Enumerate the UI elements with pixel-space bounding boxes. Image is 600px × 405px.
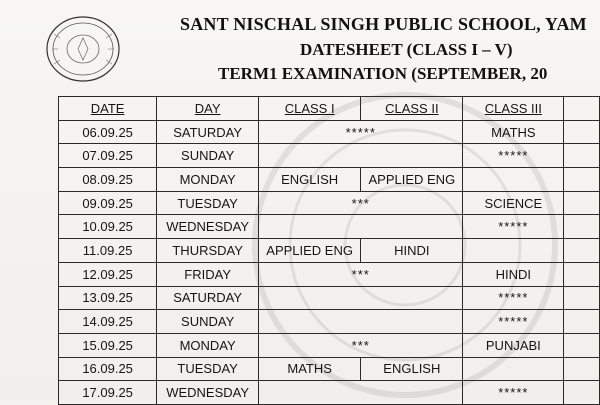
datesheet-table xyxy=(58,96,600,405)
class4-cell xyxy=(564,333,600,357)
exam-heading: TERM1 EXAMINATION (SEPTEMBER, 20 xyxy=(218,64,548,83)
class2-cell: ENGLISH xyxy=(361,357,463,381)
day-cell: FRIDAY xyxy=(157,262,259,286)
class3-cell: HINDI xyxy=(463,262,564,286)
date-cell: 09.09.25 xyxy=(59,191,157,215)
date-cell: 10.09.25 xyxy=(59,215,157,239)
class4-cell xyxy=(564,144,600,168)
table-row xyxy=(59,381,600,405)
class1-2-cell xyxy=(259,286,463,310)
date-cell: 11.09.25 xyxy=(59,239,157,263)
date-cell: 14.09.25 xyxy=(59,310,157,334)
class1-2-cell xyxy=(259,310,463,334)
date-cell: 08.09.25 xyxy=(59,168,157,192)
column-header-class-2: CLASS II xyxy=(361,97,463,121)
class1-2-cell: *** xyxy=(259,191,463,215)
table-row xyxy=(59,191,600,215)
day-cell: MONDAY xyxy=(157,168,259,192)
column-header-class-1: CLASS I xyxy=(259,97,361,121)
date-cell: 17.09.25 xyxy=(59,381,157,405)
class3-cell: ***** xyxy=(463,215,564,239)
class3-cell: ***** xyxy=(463,381,564,405)
day-cell: WEDNESDAY xyxy=(157,215,259,239)
class3-cell xyxy=(463,239,564,263)
date-cell: 12.09.25 xyxy=(59,262,157,286)
table-header-row xyxy=(59,97,600,121)
class1-2-cell xyxy=(259,215,463,239)
school-name-heading: SANT NISCHAL SINGH PUBLIC SCHOOL, YAM xyxy=(180,14,587,34)
class1-2-cell: *** xyxy=(259,333,463,357)
day-cell: TUESDAY xyxy=(157,191,259,215)
class4-cell xyxy=(564,191,600,215)
class3-cell xyxy=(463,357,564,381)
class1-2-cell: *** xyxy=(259,262,463,286)
table-row xyxy=(59,120,600,144)
class4-cell xyxy=(564,381,600,405)
column-header-class-4 xyxy=(564,97,600,121)
column-header-day: DAY xyxy=(157,97,259,121)
day-cell: TUESDAY xyxy=(157,357,259,381)
table-row xyxy=(59,357,600,381)
class4-cell xyxy=(564,357,600,381)
class3-cell: ***** xyxy=(463,310,564,334)
class2-cell: HINDI xyxy=(361,239,463,263)
day-cell: SATURDAY xyxy=(157,286,259,310)
class1-cell: APPLIED ENG xyxy=(259,239,361,263)
class1-2-cell: ***** xyxy=(259,120,463,144)
school-emblem-logo xyxy=(44,14,122,84)
table-row xyxy=(59,144,600,168)
table-row xyxy=(59,310,600,334)
day-cell: WEDNESDAY xyxy=(157,381,259,405)
table-row xyxy=(59,239,600,263)
table-row xyxy=(59,333,600,357)
day-cell: MONDAY xyxy=(157,333,259,357)
table-row xyxy=(59,262,600,286)
class3-cell xyxy=(463,168,564,192)
class3-cell: ***** xyxy=(463,286,564,310)
day-cell: SUNDAY xyxy=(157,310,259,334)
class4-cell xyxy=(564,239,600,263)
class4-cell xyxy=(564,168,600,192)
datesheet-heading: DATESHEET (CLASS I – V) xyxy=(300,40,513,59)
day-cell: THURSDAY xyxy=(157,239,259,263)
day-cell: SUNDAY xyxy=(157,144,259,168)
class1-cell: MATHS xyxy=(259,357,361,381)
class4-cell xyxy=(564,262,600,286)
table-row xyxy=(59,168,600,192)
date-cell: 16.09.25 xyxy=(59,357,157,381)
class2-cell: APPLIED ENG xyxy=(361,168,463,192)
class1-cell: ENGLISH xyxy=(259,168,361,192)
table-row xyxy=(59,215,600,239)
class1-2-cell xyxy=(259,381,463,405)
class3-cell: SCIENCE xyxy=(463,191,564,215)
class3-cell: MATHS xyxy=(463,120,564,144)
column-header-class-3: CLASS III xyxy=(463,97,564,121)
class3-cell: PUNJABI xyxy=(463,333,564,357)
class4-cell xyxy=(564,286,600,310)
date-cell: 07.09.25 xyxy=(59,144,157,168)
class4-cell xyxy=(564,120,600,144)
date-cell: 13.09.25 xyxy=(59,286,157,310)
class1-2-cell xyxy=(259,144,463,168)
date-cell: 15.09.25 xyxy=(59,333,157,357)
class4-cell xyxy=(564,310,600,334)
column-header-date: DATE xyxy=(59,97,157,121)
class4-cell xyxy=(564,215,600,239)
class3-cell: ***** xyxy=(463,144,564,168)
day-cell: SATURDAY xyxy=(157,120,259,144)
table-row xyxy=(59,286,600,310)
date-cell: 06.09.25 xyxy=(59,120,157,144)
